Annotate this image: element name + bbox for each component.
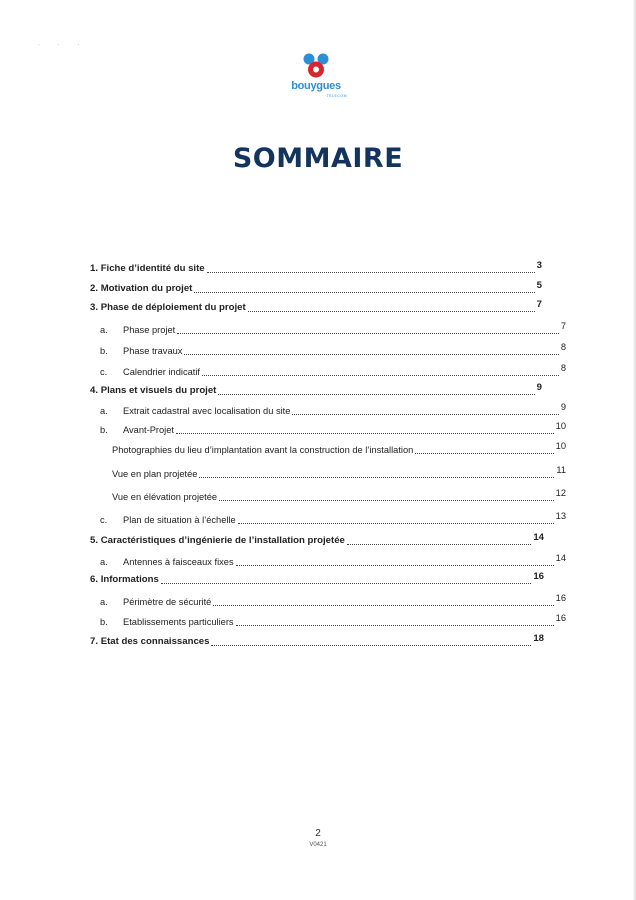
toc-label: Phase travaux — [123, 346, 183, 356]
toc-letter: b. — [100, 425, 108, 435]
toc-page-number: 14 — [555, 553, 566, 563]
toc-number: 6. — [90, 574, 99, 585]
toc-entry[interactable] — [90, 260, 542, 275]
toc-entry[interactable] — [90, 280, 542, 295]
toc-page-number: 7 — [560, 321, 566, 331]
toc-label: Phase projet — [123, 325, 176, 335]
toc-page-number: 10 — [555, 441, 566, 451]
toc-leader-dots — [194, 292, 534, 293]
scan-specks: · · · — [38, 42, 88, 48]
toc-leader-dots — [236, 565, 554, 566]
toc-entry[interactable] — [90, 571, 544, 586]
toc-letter: b. — [100, 346, 108, 356]
toc-page-number: 16 — [555, 613, 566, 623]
toc-number: 4. — [90, 385, 99, 396]
toc-page-number: 12 — [555, 488, 566, 498]
toc-number: 1. — [90, 263, 99, 274]
toc-leader-dots — [218, 394, 534, 395]
toc-label: Plan de situation à l’échelle — [123, 515, 236, 525]
toc-label: Motivation du projet — [100, 283, 193, 294]
toc-label: Informations — [100, 574, 159, 585]
toc-entry[interactable] — [90, 633, 544, 648]
page-number: 2 — [315, 828, 321, 839]
toc-entry[interactable] — [100, 553, 566, 568]
toc-label: Calendrier indicatif — [123, 367, 200, 377]
toc-leader-dots — [236, 625, 554, 626]
toc-number: 3. — [90, 302, 99, 313]
toc-letter: c. — [100, 367, 108, 377]
toc-entry[interactable] — [100, 342, 566, 357]
toc-page-number: 3 — [536, 260, 542, 271]
toc-leader-dots — [238, 523, 554, 524]
toc-page-number: 8 — [560, 342, 566, 352]
toc-entry[interactable] — [100, 593, 566, 608]
toc-leader-dots — [177, 333, 559, 334]
toc-letter: a. — [100, 325, 108, 335]
toc-page-number: 11 — [556, 465, 566, 475]
toc-leader-dots — [202, 375, 559, 376]
toc-page-number: 10 — [555, 421, 566, 431]
toc-entry[interactable] — [90, 299, 542, 314]
toc-leader-dots — [248, 311, 535, 312]
toc-entry[interactable] — [100, 511, 566, 526]
toc-leader-dots — [184, 354, 558, 355]
toc-leader-dots — [207, 272, 535, 273]
toc-label: Fiche d’identité du site — [100, 263, 205, 274]
toc-leader-dots — [213, 605, 553, 606]
toc-page-number: 9 — [536, 382, 542, 393]
toc-page-number: 5 — [536, 280, 542, 291]
toc-number: 2. — [90, 283, 99, 294]
toc-entry[interactable] — [112, 465, 566, 480]
toc-leader-dots — [415, 453, 553, 454]
toc-letter: b. — [100, 617, 108, 627]
toc-label: Périmètre de sécurité — [123, 597, 212, 607]
toc-label: Extrait cadastral avec localisation du site — [123, 406, 291, 416]
toc-page-number: 14 — [533, 532, 544, 543]
toc-label: Antennes à faisceaux fixes — [123, 557, 234, 567]
toc-entry[interactable] — [100, 421, 566, 436]
toc-leader-dots — [219, 500, 554, 501]
toc-leader-dots — [347, 544, 531, 545]
logo-wordmark: bouygues — [291, 80, 341, 92]
toc-entry[interactable] — [112, 488, 566, 503]
toc-number: 7. — [90, 636, 99, 647]
toc-letter: a. — [100, 406, 108, 416]
toc-letter: c. — [100, 515, 108, 525]
toc-leader-dots — [176, 433, 554, 434]
toc-number: 5. — [90, 535, 99, 546]
toc-label: Phase de déploiement du projet — [100, 302, 246, 313]
toc-label: Plans et visuels du projet — [100, 385, 217, 396]
toc-page-number: 16 — [555, 593, 566, 603]
toc-label: Etablissements particuliers — [123, 617, 234, 627]
page-title: SOMMAIRE — [232, 143, 404, 174]
toc-entry[interactable] — [90, 532, 544, 547]
toc-leader-dots — [211, 645, 531, 646]
toc-leader-dots — [292, 414, 558, 415]
toc-page-number: 13 — [555, 511, 566, 521]
toc-entry[interactable] — [100, 363, 566, 378]
toc-label: Avant-Projet — [123, 425, 174, 435]
toc-page-number: 9 — [560, 402, 566, 412]
toc-label: Photographies du lieu d’implantation avant la construction de l’installation — [112, 445, 414, 455]
toc-label: Caractéristiques d’ingénierie de l’installation projetée — [100, 535, 345, 546]
toc-label: Vue en élévation projetée — [112, 492, 218, 502]
toc-page-number: 7 — [536, 299, 542, 310]
toc-leader-dots — [199, 477, 554, 478]
toc-label: Vue en plan projetée — [112, 469, 198, 479]
toc-page-number: 16 — [533, 571, 544, 582]
toc-letter: a. — [100, 597, 108, 607]
toc-leader-dots — [161, 583, 532, 584]
toc-page-number: 8 — [560, 363, 566, 373]
toc-entry[interactable] — [100, 402, 566, 417]
toc-letter: a. — [100, 557, 108, 567]
toc-entry[interactable] — [112, 441, 566, 456]
toc-entry[interactable] — [100, 613, 566, 628]
toc-entry[interactable] — [100, 321, 566, 336]
toc-page-number: 18 — [533, 633, 544, 644]
toc-label: Etat des connaissances — [100, 636, 210, 647]
document-version: V0421 — [309, 842, 327, 848]
logo-subtext: TELECOM — [326, 94, 347, 98]
toc-entry[interactable] — [90, 382, 542, 397]
